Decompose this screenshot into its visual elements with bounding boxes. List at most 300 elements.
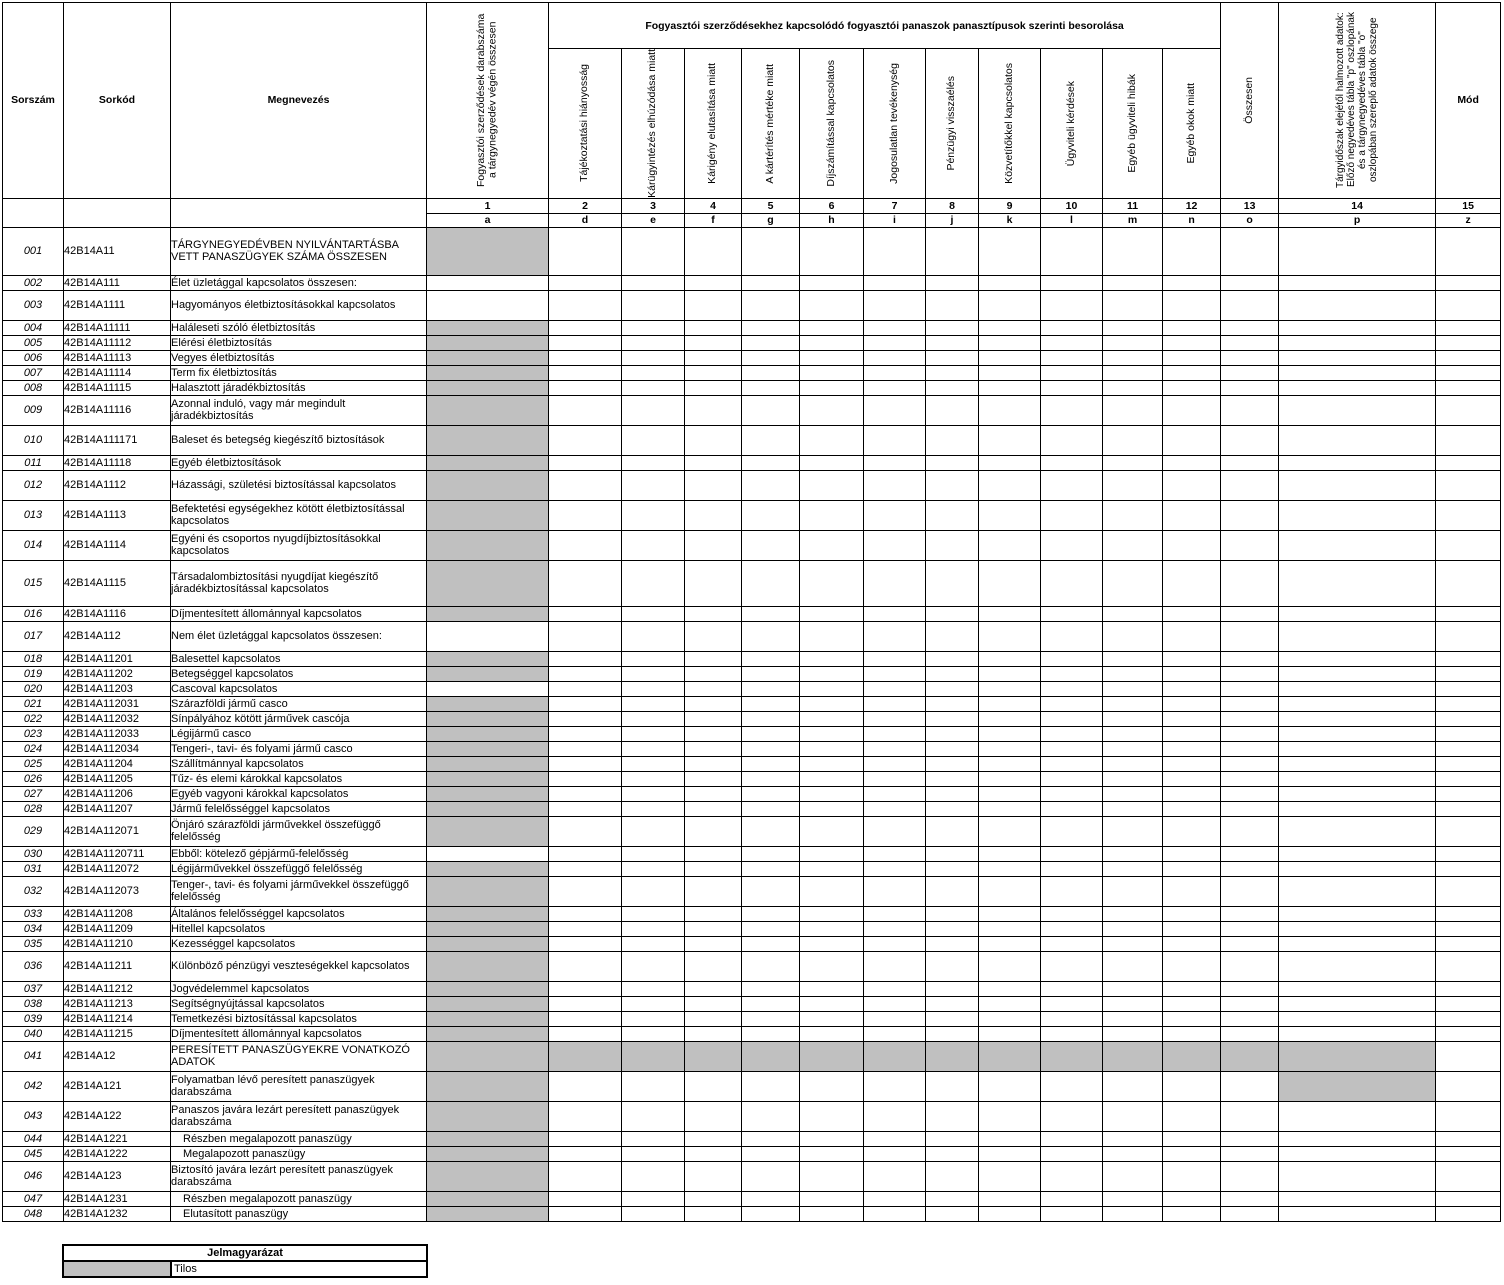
data-cell[interactable] bbox=[926, 951, 979, 981]
data-cell[interactable] bbox=[549, 1026, 622, 1041]
data-cell[interactable] bbox=[1279, 290, 1436, 320]
data-cell[interactable] bbox=[1221, 981, 1279, 996]
data-cell[interactable] bbox=[800, 846, 864, 861]
data-cell[interactable] bbox=[926, 500, 979, 530]
data-cell[interactable] bbox=[1221, 500, 1279, 530]
data-cell[interactable] bbox=[1436, 1026, 1501, 1041]
data-cell[interactable] bbox=[685, 500, 742, 530]
data-cell[interactable] bbox=[742, 741, 800, 756]
data-cell[interactable] bbox=[742, 1011, 800, 1026]
data-cell[interactable] bbox=[800, 936, 864, 951]
data-cell[interactable] bbox=[1436, 846, 1501, 861]
data-cell[interactable] bbox=[622, 530, 685, 560]
data-cell[interactable] bbox=[1041, 1101, 1103, 1131]
data-cell[interactable] bbox=[979, 936, 1041, 951]
data-cell[interactable] bbox=[800, 696, 864, 711]
data-cell[interactable] bbox=[742, 696, 800, 711]
data-cell[interactable] bbox=[1103, 1071, 1163, 1101]
data-cell[interactable] bbox=[1163, 936, 1221, 951]
data-cell[interactable] bbox=[685, 651, 742, 666]
data-cell[interactable] bbox=[1221, 290, 1279, 320]
data-cell[interactable] bbox=[1221, 560, 1279, 606]
data-cell[interactable] bbox=[800, 996, 864, 1011]
data-cell[interactable] bbox=[742, 395, 800, 425]
data-cell[interactable] bbox=[1041, 455, 1103, 470]
data-cell[interactable] bbox=[1221, 936, 1279, 951]
data-cell[interactable] bbox=[1041, 350, 1103, 365]
data-cell[interactable] bbox=[1436, 560, 1501, 606]
data-cell[interactable] bbox=[1103, 1101, 1163, 1131]
data-cell[interactable] bbox=[685, 455, 742, 470]
data-cell[interactable] bbox=[864, 290, 926, 320]
data-cell[interactable] bbox=[742, 1206, 800, 1221]
data-cell[interactable] bbox=[685, 380, 742, 395]
data-cell[interactable] bbox=[1279, 696, 1436, 711]
data-cell[interactable] bbox=[926, 756, 979, 771]
data-cell[interactable] bbox=[979, 801, 1041, 816]
data-cell[interactable] bbox=[742, 786, 800, 801]
data-cell[interactable] bbox=[1436, 621, 1501, 651]
data-cell[interactable] bbox=[800, 651, 864, 666]
data-cell[interactable] bbox=[549, 1011, 622, 1026]
data-cell[interactable] bbox=[1436, 741, 1501, 756]
data-cell[interactable] bbox=[1041, 1161, 1103, 1191]
data-cell[interactable] bbox=[685, 365, 742, 380]
data-cell[interactable] bbox=[1163, 756, 1221, 771]
data-cell[interactable] bbox=[1103, 395, 1163, 425]
data-cell[interactable] bbox=[622, 876, 685, 906]
data-cell[interactable] bbox=[549, 711, 622, 726]
data-cell[interactable] bbox=[979, 861, 1041, 876]
data-cell[interactable] bbox=[622, 1101, 685, 1131]
data-cell[interactable] bbox=[622, 861, 685, 876]
data-cell[interactable] bbox=[549, 936, 622, 951]
data-cell[interactable] bbox=[1436, 996, 1501, 1011]
data-cell[interactable] bbox=[800, 621, 864, 651]
data-cell[interactable] bbox=[1436, 365, 1501, 380]
data-cell[interactable] bbox=[742, 996, 800, 1011]
data-cell[interactable] bbox=[1279, 816, 1436, 846]
data-cell[interactable] bbox=[1163, 621, 1221, 651]
data-cell[interactable] bbox=[427, 846, 549, 861]
data-cell[interactable] bbox=[1279, 470, 1436, 500]
data-cell[interactable] bbox=[1436, 606, 1501, 621]
data-cell[interactable] bbox=[1103, 1191, 1163, 1206]
data-cell[interactable] bbox=[926, 921, 979, 936]
data-cell[interactable] bbox=[1436, 335, 1501, 350]
data-cell[interactable] bbox=[1436, 1071, 1501, 1101]
data-cell[interactable] bbox=[742, 921, 800, 936]
data-cell[interactable] bbox=[742, 651, 800, 666]
data-cell[interactable] bbox=[800, 771, 864, 786]
data-cell[interactable] bbox=[926, 1026, 979, 1041]
data-cell[interactable] bbox=[549, 996, 622, 1011]
data-cell[interactable] bbox=[864, 1131, 926, 1146]
data-cell[interactable] bbox=[742, 227, 800, 275]
data-cell[interactable] bbox=[926, 395, 979, 425]
data-cell[interactable] bbox=[979, 560, 1041, 606]
data-cell[interactable] bbox=[1221, 1101, 1279, 1131]
data-cell[interactable] bbox=[800, 1131, 864, 1146]
data-cell[interactable] bbox=[1103, 696, 1163, 711]
data-cell[interactable] bbox=[549, 906, 622, 921]
data-cell[interactable] bbox=[800, 681, 864, 696]
data-cell[interactable] bbox=[1221, 696, 1279, 711]
data-cell[interactable] bbox=[549, 876, 622, 906]
data-cell[interactable] bbox=[1279, 726, 1436, 741]
data-cell[interactable] bbox=[622, 335, 685, 350]
data-cell[interactable] bbox=[979, 921, 1041, 936]
data-cell[interactable] bbox=[1163, 380, 1221, 395]
data-cell[interactable] bbox=[685, 726, 742, 741]
data-cell[interactable] bbox=[1279, 606, 1436, 621]
data-cell[interactable] bbox=[926, 846, 979, 861]
data-cell[interactable] bbox=[622, 395, 685, 425]
data-cell[interactable] bbox=[979, 380, 1041, 395]
data-cell[interactable] bbox=[979, 996, 1041, 1011]
data-cell[interactable] bbox=[1163, 530, 1221, 560]
data-cell[interactable] bbox=[979, 906, 1041, 921]
data-cell[interactable] bbox=[864, 1071, 926, 1101]
data-cell[interactable] bbox=[622, 726, 685, 741]
data-cell[interactable] bbox=[685, 711, 742, 726]
data-cell[interactable] bbox=[800, 1101, 864, 1131]
data-cell[interactable] bbox=[800, 816, 864, 846]
data-cell[interactable] bbox=[1103, 1026, 1163, 1041]
data-cell[interactable] bbox=[1103, 275, 1163, 290]
data-cell[interactable] bbox=[1221, 1011, 1279, 1026]
data-cell[interactable] bbox=[979, 1026, 1041, 1041]
data-cell[interactable] bbox=[742, 275, 800, 290]
data-cell[interactable] bbox=[1163, 275, 1221, 290]
data-cell[interactable] bbox=[800, 756, 864, 771]
data-cell[interactable] bbox=[1163, 606, 1221, 621]
data-cell[interactable] bbox=[622, 500, 685, 530]
data-cell[interactable] bbox=[549, 846, 622, 861]
data-cell[interactable] bbox=[1103, 666, 1163, 681]
data-cell[interactable] bbox=[864, 741, 926, 756]
data-cell[interactable] bbox=[979, 726, 1041, 741]
data-cell[interactable] bbox=[685, 861, 742, 876]
data-cell[interactable] bbox=[1041, 861, 1103, 876]
data-cell[interactable] bbox=[1279, 227, 1436, 275]
data-cell[interactable] bbox=[622, 951, 685, 981]
data-cell[interactable] bbox=[622, 696, 685, 711]
data-cell[interactable] bbox=[622, 906, 685, 921]
data-cell[interactable] bbox=[1163, 846, 1221, 861]
data-cell[interactable] bbox=[1041, 1026, 1103, 1041]
data-cell[interactable] bbox=[685, 1161, 742, 1191]
data-cell[interactable] bbox=[864, 1161, 926, 1191]
data-cell[interactable] bbox=[742, 1191, 800, 1206]
data-cell[interactable] bbox=[1041, 1131, 1103, 1146]
data-cell[interactable] bbox=[1221, 320, 1279, 335]
data-cell[interactable] bbox=[1436, 227, 1501, 275]
data-cell[interactable] bbox=[1279, 275, 1436, 290]
data-cell[interactable] bbox=[800, 951, 864, 981]
data-cell[interactable] bbox=[864, 530, 926, 560]
data-cell[interactable] bbox=[1163, 1191, 1221, 1206]
data-cell[interactable] bbox=[549, 951, 622, 981]
data-cell[interactable] bbox=[1041, 666, 1103, 681]
data-cell[interactable] bbox=[685, 1206, 742, 1221]
data-cell[interactable] bbox=[1279, 651, 1436, 666]
data-cell[interactable] bbox=[926, 320, 979, 335]
data-cell[interactable] bbox=[864, 726, 926, 741]
data-cell[interactable] bbox=[926, 365, 979, 380]
data-cell[interactable] bbox=[1279, 846, 1436, 861]
data-cell[interactable] bbox=[864, 335, 926, 350]
data-cell[interactable] bbox=[1103, 921, 1163, 936]
data-cell[interactable] bbox=[1279, 320, 1436, 335]
data-cell[interactable] bbox=[622, 681, 685, 696]
data-cell[interactable] bbox=[549, 741, 622, 756]
data-cell[interactable] bbox=[1221, 275, 1279, 290]
data-cell[interactable] bbox=[926, 906, 979, 921]
data-cell[interactable] bbox=[685, 816, 742, 846]
data-cell[interactable] bbox=[1436, 1041, 1501, 1071]
data-cell[interactable] bbox=[1279, 951, 1436, 981]
data-cell[interactable] bbox=[622, 606, 685, 621]
data-cell[interactable] bbox=[622, 227, 685, 275]
data-cell[interactable] bbox=[1163, 1011, 1221, 1026]
data-cell[interactable] bbox=[742, 380, 800, 395]
data-cell[interactable] bbox=[926, 1131, 979, 1146]
data-cell[interactable] bbox=[864, 816, 926, 846]
data-cell[interactable] bbox=[549, 861, 622, 876]
data-cell[interactable] bbox=[685, 560, 742, 606]
data-cell[interactable] bbox=[1041, 651, 1103, 666]
data-cell[interactable] bbox=[685, 741, 742, 756]
data-cell[interactable] bbox=[864, 350, 926, 365]
data-cell[interactable] bbox=[427, 275, 549, 290]
data-cell[interactable] bbox=[549, 455, 622, 470]
data-cell[interactable] bbox=[1279, 380, 1436, 395]
data-cell[interactable] bbox=[742, 666, 800, 681]
data-cell[interactable] bbox=[1221, 711, 1279, 726]
data-cell[interactable] bbox=[1221, 1206, 1279, 1221]
data-cell[interactable] bbox=[1436, 981, 1501, 996]
data-cell[interactable] bbox=[1436, 816, 1501, 846]
data-cell[interactable] bbox=[622, 996, 685, 1011]
data-cell[interactable] bbox=[864, 395, 926, 425]
data-cell[interactable] bbox=[742, 816, 800, 846]
data-cell[interactable] bbox=[742, 951, 800, 981]
data-cell[interactable] bbox=[926, 350, 979, 365]
data-cell[interactable] bbox=[1221, 996, 1279, 1011]
data-cell[interactable] bbox=[979, 816, 1041, 846]
data-cell[interactable] bbox=[979, 470, 1041, 500]
data-cell[interactable] bbox=[1221, 621, 1279, 651]
data-cell[interactable] bbox=[926, 1161, 979, 1191]
data-cell[interactable] bbox=[549, 530, 622, 560]
data-cell[interactable] bbox=[1163, 876, 1221, 906]
data-cell[interactable] bbox=[864, 846, 926, 861]
data-cell[interactable] bbox=[549, 696, 622, 711]
data-cell[interactable] bbox=[926, 666, 979, 681]
data-cell[interactable] bbox=[1103, 846, 1163, 861]
data-cell[interactable] bbox=[864, 666, 926, 681]
data-cell[interactable] bbox=[1163, 365, 1221, 380]
data-cell[interactable] bbox=[926, 425, 979, 455]
data-cell[interactable] bbox=[1041, 936, 1103, 951]
data-cell[interactable] bbox=[1436, 290, 1501, 320]
data-cell[interactable] bbox=[800, 425, 864, 455]
data-cell[interactable] bbox=[742, 290, 800, 320]
data-cell[interactable] bbox=[742, 365, 800, 380]
data-cell[interactable] bbox=[1163, 1071, 1221, 1101]
data-cell[interactable] bbox=[1103, 771, 1163, 786]
data-cell[interactable] bbox=[800, 1146, 864, 1161]
data-cell[interactable] bbox=[685, 621, 742, 651]
data-cell[interactable] bbox=[1103, 290, 1163, 320]
data-cell[interactable] bbox=[1279, 1131, 1436, 1146]
data-cell[interactable] bbox=[1103, 530, 1163, 560]
data-cell[interactable] bbox=[1279, 425, 1436, 455]
data-cell[interactable] bbox=[1163, 711, 1221, 726]
data-cell[interactable] bbox=[1221, 380, 1279, 395]
data-cell[interactable] bbox=[1163, 771, 1221, 786]
data-cell[interactable] bbox=[864, 1191, 926, 1206]
data-cell[interactable] bbox=[926, 981, 979, 996]
data-cell[interactable] bbox=[1103, 500, 1163, 530]
data-cell[interactable] bbox=[926, 1101, 979, 1131]
data-cell[interactable] bbox=[926, 996, 979, 1011]
data-cell[interactable] bbox=[742, 1161, 800, 1191]
data-cell[interactable] bbox=[549, 786, 622, 801]
data-cell[interactable] bbox=[622, 1191, 685, 1206]
data-cell[interactable] bbox=[979, 1101, 1041, 1131]
data-cell[interactable] bbox=[1041, 621, 1103, 651]
data-cell[interactable] bbox=[1436, 380, 1501, 395]
data-cell[interactable] bbox=[1221, 801, 1279, 816]
data-cell[interactable] bbox=[622, 455, 685, 470]
data-cell[interactable] bbox=[1279, 530, 1436, 560]
data-cell[interactable] bbox=[1221, 455, 1279, 470]
data-cell[interactable] bbox=[1163, 560, 1221, 606]
data-cell[interactable] bbox=[1103, 726, 1163, 741]
data-cell[interactable] bbox=[1436, 921, 1501, 936]
data-cell[interactable] bbox=[1436, 756, 1501, 771]
data-cell[interactable] bbox=[622, 786, 685, 801]
data-cell[interactable] bbox=[685, 1011, 742, 1026]
data-cell[interactable] bbox=[1163, 290, 1221, 320]
data-cell[interactable] bbox=[742, 1071, 800, 1101]
data-cell[interactable] bbox=[549, 470, 622, 500]
data-cell[interactable] bbox=[742, 936, 800, 951]
data-cell[interactable] bbox=[622, 470, 685, 500]
data-cell[interactable] bbox=[1163, 696, 1221, 711]
data-cell[interactable] bbox=[622, 275, 685, 290]
data-cell[interactable] bbox=[1041, 395, 1103, 425]
data-cell[interactable] bbox=[1436, 1101, 1501, 1131]
data-cell[interactable] bbox=[549, 621, 622, 651]
data-cell[interactable] bbox=[1103, 741, 1163, 756]
data-cell[interactable] bbox=[1103, 380, 1163, 395]
data-cell[interactable] bbox=[1221, 1071, 1279, 1101]
data-cell[interactable] bbox=[864, 1101, 926, 1131]
data-cell[interactable] bbox=[685, 275, 742, 290]
data-cell[interactable] bbox=[549, 560, 622, 606]
data-cell[interactable] bbox=[1041, 1011, 1103, 1026]
data-cell[interactable] bbox=[926, 470, 979, 500]
data-cell[interactable] bbox=[622, 1026, 685, 1041]
data-cell[interactable] bbox=[1279, 1191, 1436, 1206]
data-cell[interactable] bbox=[800, 320, 864, 335]
data-cell[interactable] bbox=[1103, 425, 1163, 455]
data-cell[interactable] bbox=[926, 741, 979, 756]
data-cell[interactable] bbox=[1103, 756, 1163, 771]
data-cell[interactable] bbox=[742, 320, 800, 335]
data-cell[interactable] bbox=[549, 771, 622, 786]
data-cell[interactable] bbox=[979, 275, 1041, 290]
data-cell[interactable] bbox=[622, 666, 685, 681]
data-cell[interactable] bbox=[1163, 395, 1221, 425]
data-cell[interactable] bbox=[1279, 1161, 1436, 1191]
data-cell[interactable] bbox=[549, 290, 622, 320]
data-cell[interactable] bbox=[800, 801, 864, 816]
data-cell[interactable] bbox=[1221, 816, 1279, 846]
data-cell[interactable] bbox=[622, 801, 685, 816]
data-cell[interactable] bbox=[685, 996, 742, 1011]
data-cell[interactable] bbox=[926, 726, 979, 741]
data-cell[interactable] bbox=[1163, 455, 1221, 470]
data-cell[interactable] bbox=[549, 395, 622, 425]
data-cell[interactable] bbox=[864, 951, 926, 981]
data-cell[interactable] bbox=[1221, 756, 1279, 771]
data-cell[interactable] bbox=[1436, 1131, 1501, 1146]
data-cell[interactable] bbox=[1221, 1026, 1279, 1041]
data-cell[interactable] bbox=[742, 1131, 800, 1146]
data-cell[interactable] bbox=[1103, 1206, 1163, 1221]
data-cell[interactable] bbox=[1279, 1026, 1436, 1041]
data-cell[interactable] bbox=[549, 756, 622, 771]
data-cell[interactable] bbox=[1436, 681, 1501, 696]
data-cell[interactable] bbox=[979, 365, 1041, 380]
data-cell[interactable] bbox=[1041, 741, 1103, 756]
data-cell[interactable] bbox=[979, 621, 1041, 651]
data-cell[interactable] bbox=[1221, 365, 1279, 380]
data-cell[interactable] bbox=[864, 786, 926, 801]
data-cell[interactable] bbox=[1163, 861, 1221, 876]
data-cell[interactable] bbox=[1103, 1146, 1163, 1161]
data-cell[interactable] bbox=[742, 500, 800, 530]
data-cell[interactable] bbox=[1041, 335, 1103, 350]
data-cell[interactable] bbox=[1041, 530, 1103, 560]
data-cell[interactable] bbox=[864, 621, 926, 651]
data-cell[interactable] bbox=[979, 1131, 1041, 1146]
data-cell[interactable] bbox=[1163, 425, 1221, 455]
data-cell[interactable] bbox=[1221, 906, 1279, 921]
data-cell[interactable] bbox=[1041, 1206, 1103, 1221]
data-cell[interactable] bbox=[742, 861, 800, 876]
data-cell[interactable] bbox=[685, 1071, 742, 1101]
data-cell[interactable] bbox=[1103, 936, 1163, 951]
data-cell[interactable] bbox=[622, 1146, 685, 1161]
data-cell[interactable] bbox=[926, 1071, 979, 1101]
data-cell[interactable] bbox=[1041, 380, 1103, 395]
data-cell[interactable] bbox=[685, 1191, 742, 1206]
data-cell[interactable] bbox=[549, 320, 622, 335]
data-cell[interactable] bbox=[926, 290, 979, 320]
data-cell[interactable] bbox=[1436, 771, 1501, 786]
data-cell[interactable] bbox=[864, 1011, 926, 1026]
data-cell[interactable] bbox=[979, 846, 1041, 861]
data-cell[interactable] bbox=[864, 1146, 926, 1161]
data-cell[interactable] bbox=[1279, 981, 1436, 996]
data-cell[interactable] bbox=[1436, 1191, 1501, 1206]
data-cell[interactable] bbox=[549, 726, 622, 741]
